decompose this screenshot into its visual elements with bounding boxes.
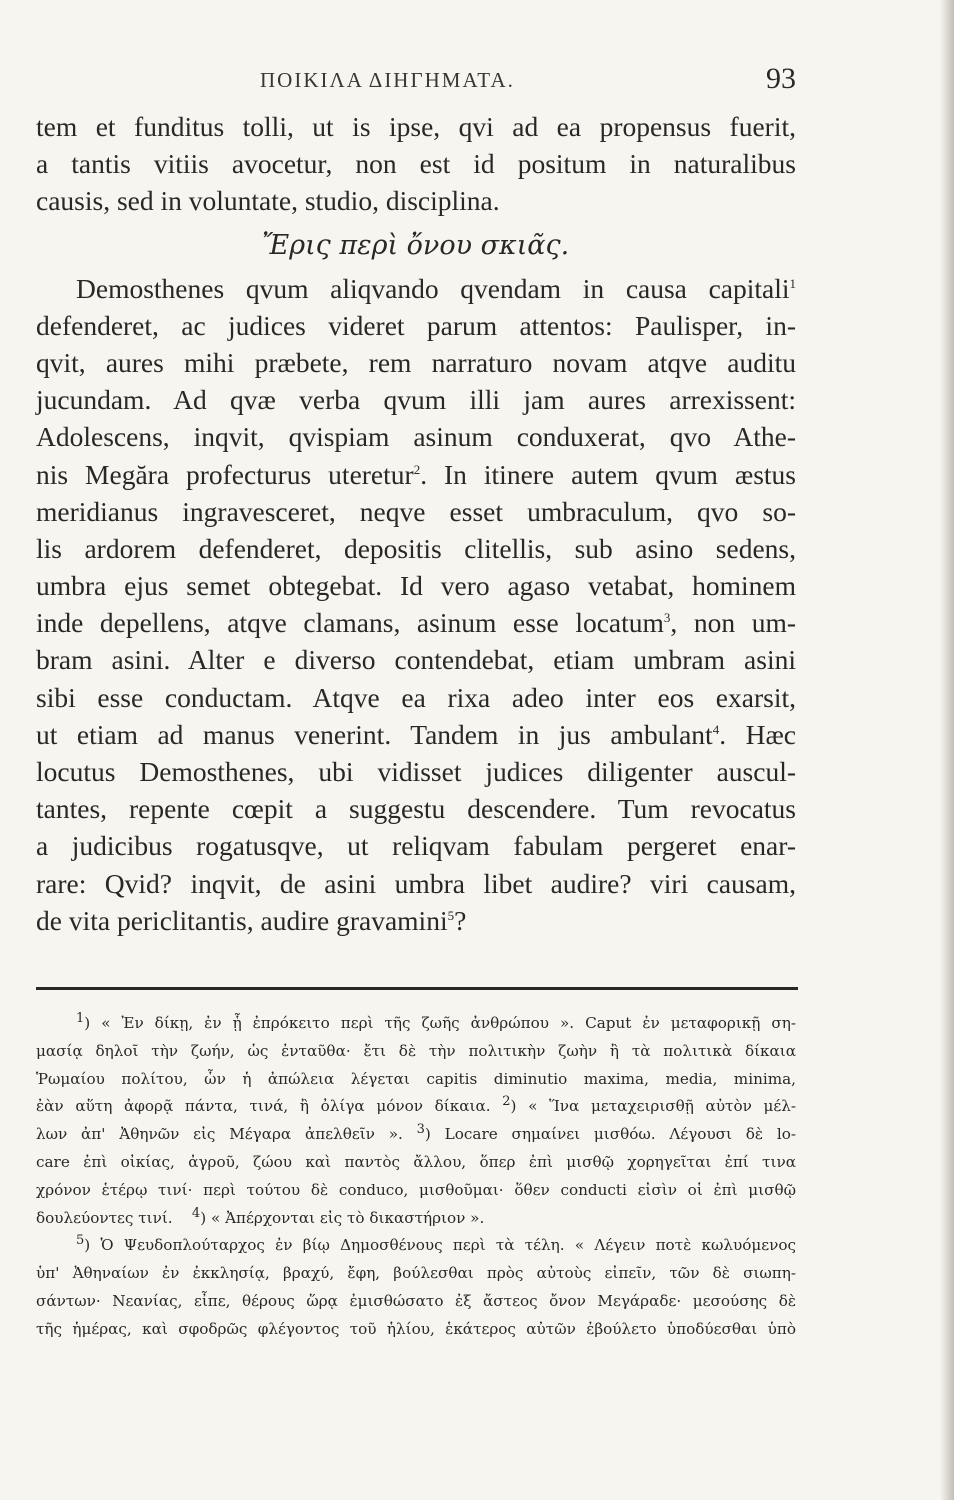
text-line: tem et funditus tolli, ut is ipse, qvi ad ea propensus fuerit,: [36, 111, 796, 142]
footnotes: [36, 1010, 796, 1344]
footnote-line: σάντων· Νεανίας, εἶπε, θέρους ὥρᾳ ἐμισθώσατο ἐξ ἄστεος ὄνον Μεγάραδε· μεσούσης δὲ: [36, 1291, 796, 1310]
footnote-line: care ἐπὶ οἰκίας, ἀγροῦ, ζώου καὶ παντὸς ἄλλου, ὅπερ ἐπὶ μισθῷ χορηγεῖται ἐπί τινα: [36, 1152, 796, 1171]
text-line: jucundam. Ad qvæ verba qvum illi jam aures arrexissent:: [36, 384, 796, 416]
text-line: meridianus ingravesceret, neqve esset umbraculum, qvo so-: [36, 495, 796, 527]
text-line: bram asini. Alter e diverso contendebat, etiam umbram asini: [36, 644, 796, 676]
running-head: ΠΟΙΚΙΛΑ ΔΙΗΓΗΜΑΤΑ.: [260, 68, 515, 92]
text-line: tantes, repente cœpit a suggestu descendere. Tum revocatus: [36, 793, 796, 825]
main-text: [36, 108, 796, 939]
text-line: a judicibus rogatusqve, ut reliqvam fabulam pergeret enar-: [36, 830, 796, 862]
footnote-line: ὑπ' Ἀθηναίων ἐν ἐκκλησίᾳ, βραχύ, ἔφη, βούλεσθαι πρὸς αὐτοὺς εἰπεῖν, τῶν δὲ σιωπη-: [36, 1264, 796, 1283]
text-line: sibi esse conductam. Atqve ea rixa adeo inter eos exarsit,: [36, 681, 796, 713]
footnote-marker: 3: [416, 1122, 425, 1138]
footnote-marker: 3: [663, 610, 671, 626]
footnote-line: μασίᾳ δηλοῖ τὴν ζωήν, ὡς ἐνταῦθα· ἔτι δὲ τὴν πολιτικὴν ζωὴν ἢ τὰ πολιτικὰ δίκαια: [36, 1041, 796, 1060]
footnote-marker: 4: [191, 1205, 201, 1221]
footnote-line: ἐὰν αὕτη ἀφορᾷ πάντα, τινά, ἢ ὀλίγα μόνον δίκαια. 2) « Ἵνα μεταχειρισθῇ αὐτὸν μέλ-: [36, 1094, 796, 1116]
text-line: ut etiam ad manus venerint. Tandem in jus ambulant$^4$. Hæc: [36, 718, 796, 750]
footnote-marker: 1: [76, 1010, 85, 1026]
page-edge-shadow: [940, 0, 954, 1500]
footnote-rule: [36, 987, 798, 990]
footnote-marker: 2: [502, 1094, 511, 1110]
footnote-marker: 4: [712, 721, 720, 737]
page-number: 93: [766, 62, 796, 95]
section-title: Ἔρις περὶ ὄνου σκιᾶς.: [262, 229, 570, 261]
text-line: inde depellens, atqve clamans, asinum esse locatum$^3$, non um-: [36, 607, 796, 639]
footnote-marker: 5: [447, 907, 455, 923]
text-line: qvit, aures mihi præbete, rem narraturo novam atqve auditu: [36, 346, 796, 378]
text-line: locutus Demosthenes, ubi vidisset judices diligenter auscul-: [36, 756, 796, 787]
text-line: Demosthenes qvum aliqvando qvendam in causa capitali$^1$: [76, 272, 796, 304]
text-line: rare: Qvid? inqvit, de asini umbra libet audire? viri causam,: [36, 867, 796, 899]
text-line: umbra ejus semet obtegebat. Id vero agaso vetabat, hominem: [36, 570, 796, 602]
text-line: causis, sed in voluntate, studio, disciplina.: [36, 185, 500, 217]
text-line: a tantis vitiis avocetur, non est id positum in naturalibus: [36, 148, 796, 180]
text-line: lis ardorem defenderet, depositis clitellis, sub asino sedens,: [36, 532, 796, 564]
page-header: [36, 62, 796, 102]
footnote-line: δουλεύοντες τινί. 4) « Ἀπέρχονται εἰς τὸ δικαστήριον ».: [36, 1205, 485, 1227]
text-line: defenderet, ac judices videret parum attentos: Paulisper, in-: [36, 309, 796, 341]
footnote-line: Ῥωμαίου πολίτου, ὧν ἡ ἀπώλεια λέγεται capitis diminutio maxima, media, minima,: [36, 1069, 796, 1088]
footnote-line: χρόνον ἑτέρῳ τινί· περὶ τούτου δὲ conduco, μισθοῦμαι· ὅθεν conducti εἰσὶν οἱ ἐπὶ μισθῷ: [36, 1180, 796, 1199]
text-line: de vita periclitantis, audire gravamini$^5$?: [36, 904, 467, 936]
footnote-line: λων ἀπ' Ἀθηνῶν εἰς Μέγαρα ἀπελθεῖν ». 3) Locare σημαίνει μισθόω. Λέγουσι δὲ lo-: [36, 1122, 797, 1144]
footnote-line: 1) « Ἐν δίκῃ, ἐν ᾗ ἐπρόκειτο περὶ τῆς ζωῆς ἀνθρώπου ». Caput ἐν μεταφορικῇ ση-: [76, 1010, 796, 1032]
footnote-marker: 1: [789, 275, 796, 291]
footnote-line: τῆς ἡμέρας, καὶ σφοδρῶς φλέγοντος τοῦ ἡλίου, ἑκάτερος αὐτῶν ἐβούλετο ὑποδύεσθαι ὑπὸ: [36, 1319, 796, 1338]
text-line: Adolescens, inqvit, qvispiam asinum conduxerat, qvo Athe-: [36, 421, 796, 453]
footnote-marker: 2: [413, 461, 421, 477]
text-line: nis Megăra profecturus uteretur$^2$. In itinere autem qvum æstus: [36, 458, 796, 490]
footnote-line: 5) Ὁ Ψευδοπλούταρχος ἐν βίῳ Δημοσθένους περὶ τὰ τέλη. « Λέγειν ποτὲ κωλυόμενος: [76, 1233, 796, 1255]
footnote-marker: 5: [76, 1233, 85, 1249]
